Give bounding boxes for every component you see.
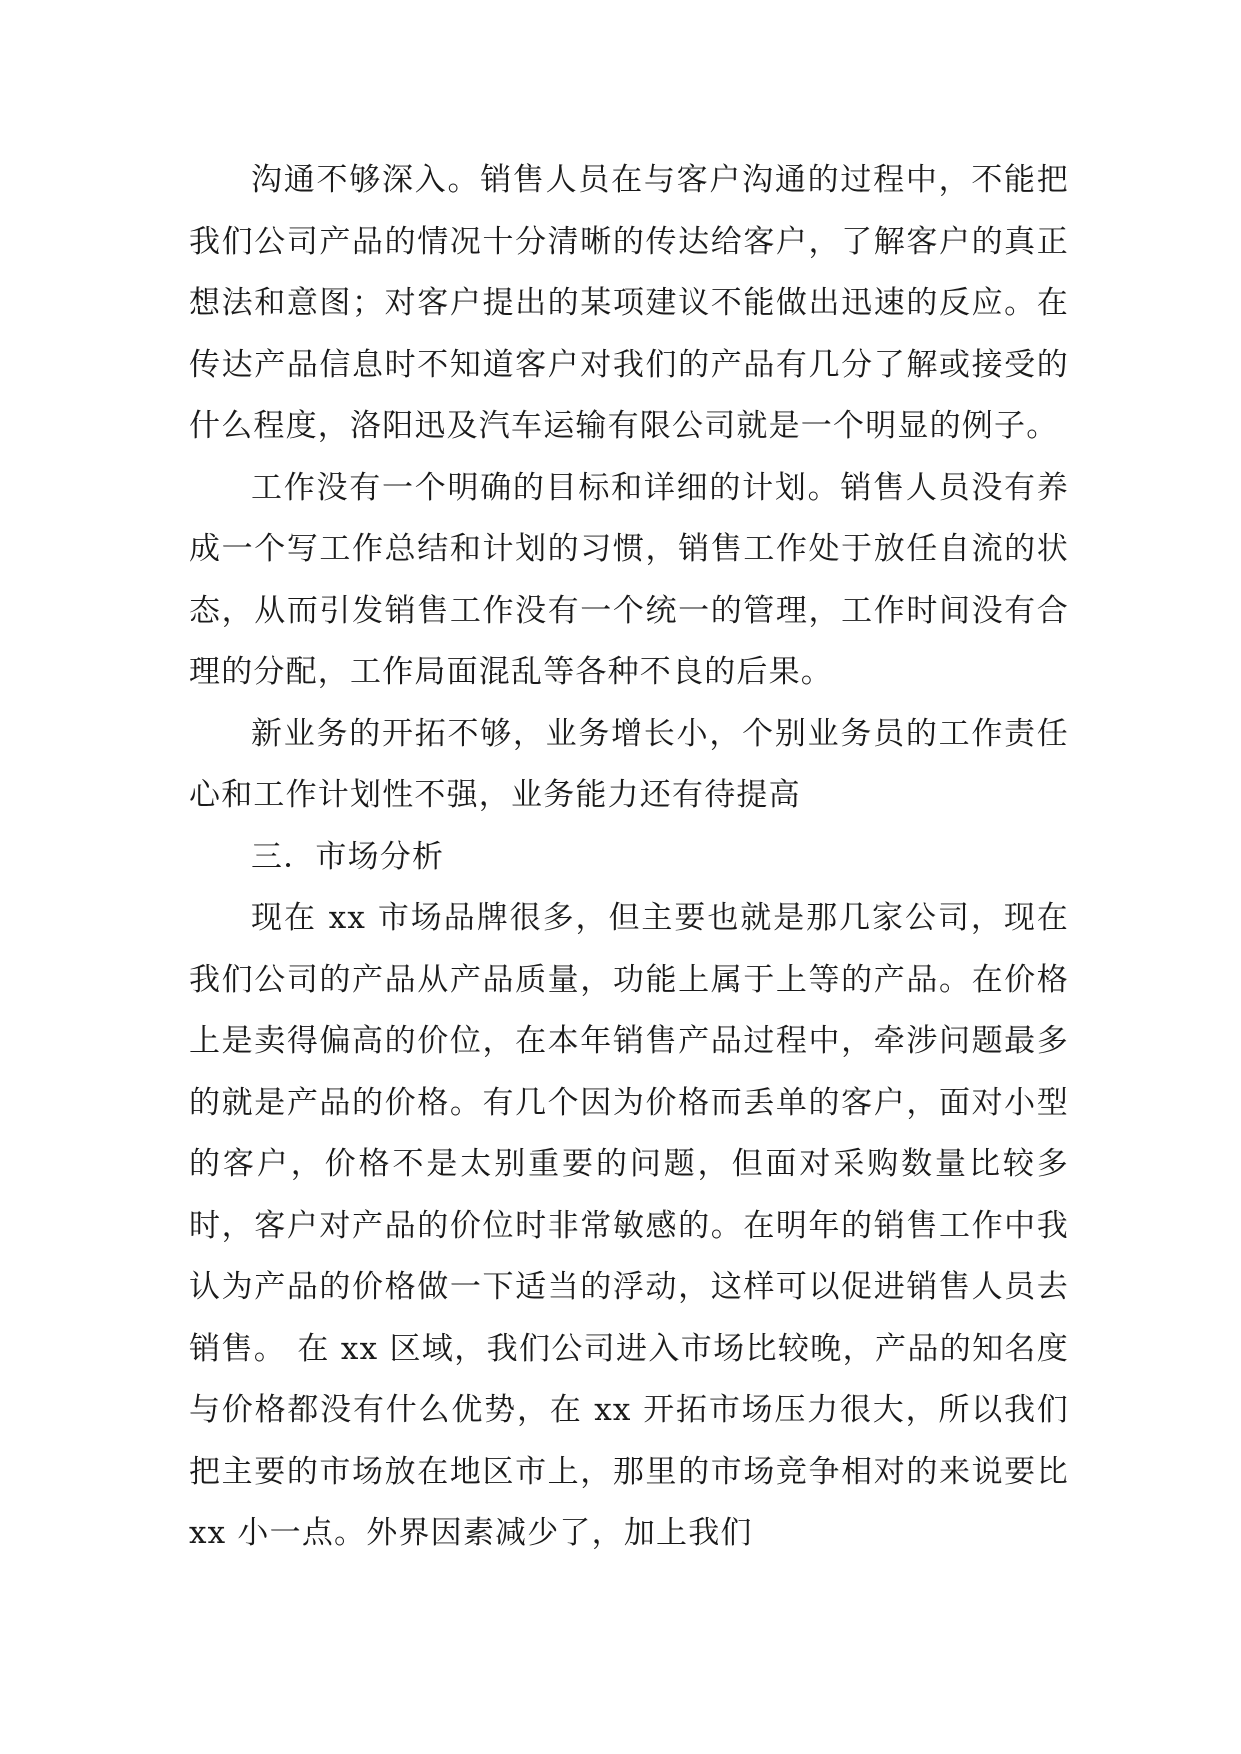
paragraph-communication: 沟通不够深入。销售人员在与客户沟通的过程中，不能把我们公司产品的情况十分清晰的传达给客户，了解客户的真正想法和意图；对客户提出的某项建议不能做出迅速的反应。在传达产品信息时不知道客户对我们的产品有几分了解或接受的什么程度，洛阳迅及汽车运输有限公司就是一个明显的例子。 — [189, 162, 1069, 444]
paragraph-new-business: 新业务的开拓不够，业务增长小，个别业务员的工作责任心和工作计划性不强，业务能力还有待提高 — [189, 715, 1069, 813]
section-heading-market-analysis: 三．市场分析 — [251, 838, 445, 875]
document-body — [189, 150, 1069, 1565]
paragraph-work-plan: 工作没有一个明确的目标和详细的计划。销售人员没有养成一个写工作总结和计划的习惯，销售工作处于放任自流的状态，从而引发销售工作没有一个统一的管理，工作时间没有合理的分配，工作局面混乱等各种不良的后果。 — [189, 469, 1069, 690]
paragraph-market-analysis: 现在 xx 市场品牌很多，但主要也就是那几家公司，现在我们公司的产品从产品质量，功能上属于上等的产品。在价格上是卖得偏高的价位，在本年销售产品过程中，牵涉问题最多的就是产品的价格。有几个因为价格而丢单的客户，面对小型的客户，价格不是太别重要的问题，但面对采购数量比较多时，客户对产品的价位时非常敏感的。在明年的销售工作中我认为产品的价格做一下适当的浮动，这样可以促进销售人员去销售。 在 xx 区域，我们公司进入市场比较晚，产品的知名度与价格都没有什么优势，在 xx 开拓市场压力很大，所以我们把主要的市场放在地区市上，那里的市场竞争相对的来说要比 xx 小一点。外界因素减少了，加上我们 — [189, 900, 1069, 1551]
